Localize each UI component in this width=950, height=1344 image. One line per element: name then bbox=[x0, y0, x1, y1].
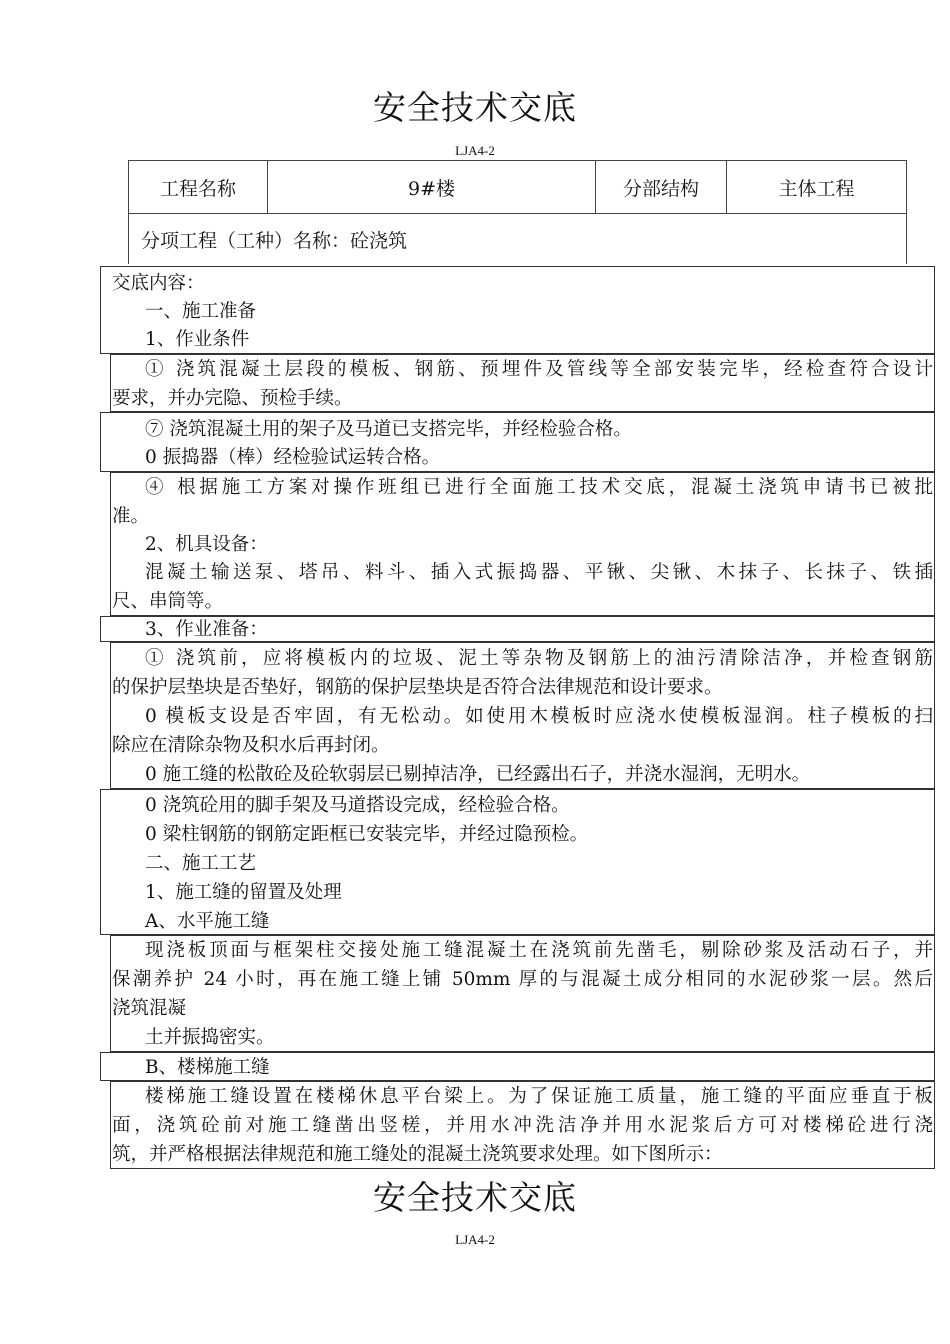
paragraph-line: ④ 根据施工方案对操作班组已进行全面施工技术交底，混凝土浇筑申请书已被批 bbox=[145, 477, 933, 498]
part-structure-value: 主体工程 bbox=[727, 161, 907, 214]
subsection-heading: 3、作业准备： bbox=[145, 619, 268, 640]
paragraph-line: ① 浇筑前，应将模板内的垃圾、泥土等杂物及钢筋上的油污清除洁净，并检查钢筋 bbox=[145, 648, 933, 669]
project-name-label: 工程名称 bbox=[129, 161, 268, 214]
document-title: 安全技术交底 bbox=[373, 88, 577, 127]
paragraph-line: 准。 bbox=[112, 506, 150, 527]
paragraph-line: 0 浇筑砼用的脚手架及马道搭设完成，经检验合格。 bbox=[145, 795, 570, 816]
paragraph-line: 保潮养护 24 小时，再在施工缝上铺 50mm 厚的与混凝土成分相同的水泥砂浆一层。然后 bbox=[112, 969, 933, 990]
document-code: LJA4-2 bbox=[455, 143, 495, 158]
paragraph-line: 的保护层垫块是否垫好，钢筋的保护层垫块是否符合法律规范和设计要求。 bbox=[112, 677, 723, 698]
paragraph-line: ① 浇筑混凝土层段的模板、钢筋、预埋件及管线等全部安装完毕，经检查符合设计 bbox=[145, 359, 933, 380]
paragraph-line: 浇筑混凝 bbox=[112, 998, 187, 1019]
paragraph-line: 尺、串筒等。 bbox=[112, 591, 224, 612]
paragraph-line: 面，浇筑砼前对施工缝凿出竖槎，并用水冲洗洁净并用水泥浆后方可对楼梯砼进行浇 bbox=[112, 1115, 933, 1136]
paragraph-line: 要求，并办完隐、预检手续。 bbox=[112, 388, 353, 409]
paragraph-line: 0 模板支设是否牢固，有无松动。如使用木模板时应浇水使模板湿润。柱子模板的扫 bbox=[145, 706, 933, 727]
content-heading: 交底内容： bbox=[112, 273, 205, 294]
part-structure-label: 分部结构 bbox=[596, 161, 727, 214]
subsection-heading: 1、施工缝的留置及处理 bbox=[145, 882, 342, 903]
paragraph-line: 楼梯施工缝设置在楼梯休息平台梁上。为了保证施工质量，施工缝的平面应垂直于板 bbox=[145, 1086, 933, 1107]
section-heading: 一、施工准备 bbox=[145, 301, 257, 322]
subsection-heading: A、水平施工缝 bbox=[145, 911, 270, 932]
paragraph-line: ⑦ 浇筑混凝土用的架子及马道已支搭完毕，并经检验合格。 bbox=[145, 419, 632, 440]
paragraph-line: 筑，并严格根据法律规范和施工缝处的混凝土浇筑要求处理。如下图所示： bbox=[112, 1144, 723, 1165]
project-info-table bbox=[128, 160, 907, 264]
paragraph-line: 除应在清除杂物及积水后再封闭。 bbox=[112, 735, 390, 756]
paragraph-line: 混凝土输送泵、塔吊、料斗、插入式振捣器、平锹、尖锹、木抹子、长抹子、铁插 bbox=[145, 562, 933, 583]
paragraph-line: 0 梁柱钢筋的钢筋定距框已安装完毕，并经过隐预检。 bbox=[145, 824, 589, 845]
paragraph-line: 现浇板顶面与框架柱交接处施工缝混凝土在浇筑前先凿毛，剔除砂浆及活动石子，并 bbox=[145, 940, 933, 961]
next-page-title: 安全技术交底 bbox=[373, 1178, 577, 1217]
project-name-value: 9#楼 bbox=[268, 161, 596, 214]
subsection-heading: 1、作业条件 bbox=[145, 329, 250, 350]
subsection-heading: 2、机具设备： bbox=[145, 534, 268, 555]
next-page-code: LJA4-2 bbox=[455, 1232, 495, 1247]
paragraph-line: 土并振捣密实。 bbox=[145, 1027, 275, 1048]
section-heading: 二、施工工艺 bbox=[145, 853, 257, 874]
paragraph-line: 0 施工缝的松散砼及砼软弱层已剔掉洁净，已经露出石子，并浇水湿润，无明水。 bbox=[145, 764, 811, 785]
paragraph-line: 0 振捣器（棒）经检验试运转合格。 bbox=[145, 447, 441, 468]
subitem-name: 分项工程（工种）名称：砼浇筑 bbox=[129, 214, 907, 265]
subsection-heading: B、楼梯施工缝 bbox=[145, 1057, 270, 1078]
